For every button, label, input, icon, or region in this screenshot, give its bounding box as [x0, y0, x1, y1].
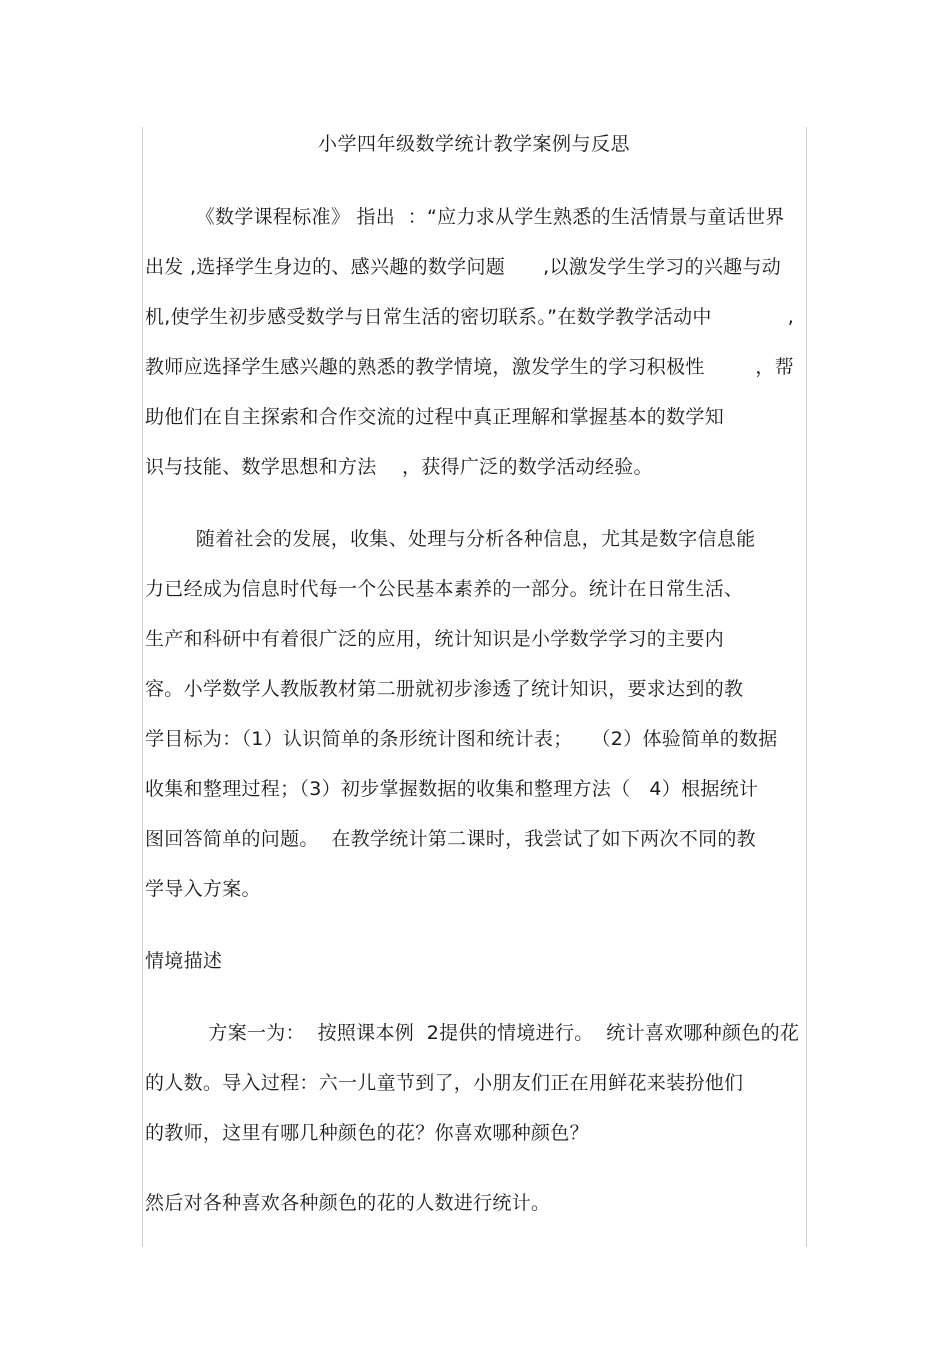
- paragraph-line: 识与技能、数学思想和方法 ，获得广泛的数学活动经验。: [145, 456, 653, 478]
- paragraph-line: 学导入方案。: [145, 878, 261, 900]
- paragraph-line: 然后对各种喜欢各种颜色的花的人数进行统计。: [145, 1192, 551, 1214]
- paragraph-line: 收集和整理过程；（3）初步掌握数据的收集和整理方法（ 4）根据统计: [145, 778, 759, 800]
- paragraph-line: 图回答简单的问题。 在教学统计第二课时，我尝试了如下两次不同的教: [145, 828, 756, 850]
- paragraph-line: 《数学课程标准》 指出 ：“应力求从学生熟悉的生活情景与童话世界: [145, 206, 785, 228]
- section-heading: 情境描述: [145, 950, 223, 972]
- paragraph-line: 力已经成为信息时代每一个公民基本素养的一部分。统计在日常生活、: [145, 578, 744, 600]
- document-title: 小学四年级数学统计教学案例与反思: [317, 133, 630, 155]
- paragraph-line: 的人数。导入过程：六一儿童节到了，小朋友们正在用鲜花来装扮他们: [145, 1072, 744, 1094]
- paragraph-line: 机,使学生初步感受数学与日常生活的密切联系。”在数学教学活动中 ,: [145, 306, 795, 328]
- paragraph-line: 学目标为：（1）认识简单的条形统计图和统计表； （2）体验简单的数据: [145, 728, 778, 750]
- paragraph-line: 教师应选择学生感兴趣的熟悉的教学情境，激发学生的学习积极性 ，帮: [145, 356, 795, 378]
- right-margin-rule: [806, 127, 807, 1247]
- paragraph-line: 助他们在自主探索和合作交流的过程中真正理解和掌握基本的数学知: [145, 406, 725, 428]
- paragraph-line: 的教师，这里有哪几种颜色的花？你喜欢哪种颜色？: [145, 1122, 589, 1144]
- left-margin-rule: [142, 127, 143, 1247]
- paragraph-line: 容。小学数学人教版教材第二册就初步渗透了统计知识，要求达到的教: [145, 678, 744, 700]
- paragraph-line: 随着社会的发展，收集、处理与分析各种信息，尤其是数字信息能: [145, 528, 756, 550]
- paragraph-line: 方案一为： 按照课本例 2提供的情境进行。 统计喜欢哪种颜色的花: [145, 1022, 800, 1044]
- paragraph-line: 生产和科研中有着很广泛的应用，统计知识是小学数学学习的主要内: [145, 628, 725, 650]
- paragraph-line: 出发 ,选择学生身边的、感兴趣的数学问题 ,以激发学生学习的兴趣与动: [145, 256, 782, 278]
